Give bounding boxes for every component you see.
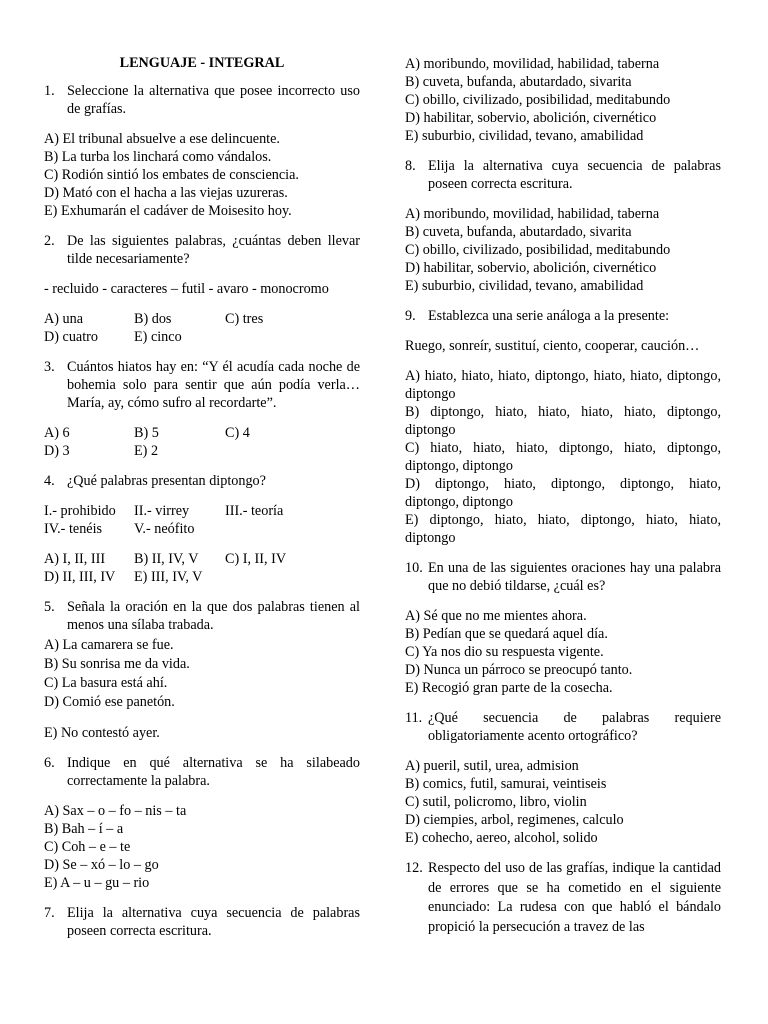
item-1: I.- prohibido <box>44 503 116 519</box>
option-b: B) La turba los linchará como vándalos. <box>44 149 272 165</box>
option-a: A) pueril, sutil, urea, admision <box>405 758 579 774</box>
question-6 <box>44 754 360 790</box>
question-4-items <box>44 502 360 538</box>
question-number: 8. <box>405 158 416 174</box>
option-b: B) II, IV, V <box>134 551 199 567</box>
option-c: C) Coh – e – te <box>44 839 131 855</box>
question-text: De las siguientes palabras, ¿cuántas deben llevar tilde necesariamente? <box>67 233 360 267</box>
option-a: A) moribundo, movilidad, habilidad, taberna <box>405 206 660 222</box>
question-7-options <box>405 55 721 145</box>
question-number: 10. <box>405 560 423 576</box>
question-9 <box>405 307 721 325</box>
option-b: B) Bah – í – a <box>44 821 124 837</box>
question-number: 11. <box>405 710 423 726</box>
question-2 <box>44 232 360 268</box>
question-number: 4. <box>44 473 55 489</box>
question-text: Seleccione la alternativa que posee incorrecto uso de grafías. <box>67 83 360 117</box>
right-column <box>405 55 721 949</box>
question-7 <box>44 904 360 940</box>
question-number: 2. <box>44 233 55 249</box>
option-b: B) comics, futil, samurai, veintiseis <box>405 776 607 792</box>
question-9-options <box>405 367 721 547</box>
option-e: E) III, IV, V <box>134 569 203 585</box>
question-text: En una de las siguientes oraciones hay una palabra que no debió tildarse, ¿cuál es? <box>428 560 721 594</box>
left-column <box>44 54 360 952</box>
option-c: C) I, II, IV <box>225 551 287 567</box>
item-2: II.- virrey <box>134 503 190 519</box>
question-number: 6. <box>44 755 55 771</box>
option-e: E) Recogió gran parte de la cosecha. <box>405 680 613 696</box>
item-3: III.- teoría <box>225 503 284 519</box>
option-c: C) 4 <box>225 425 250 441</box>
option-e: E) No contestó ayer. <box>44 725 160 741</box>
question-11-options <box>405 757 721 847</box>
question-4-options <box>44 550 360 586</box>
option-c: C) Ya nos dio su respuesta vigente. <box>405 644 604 660</box>
option-a: A) moribundo, movilidad, habilidad, taberna <box>405 56 660 72</box>
question-1-options <box>44 130 360 220</box>
question-10-options <box>405 607 721 697</box>
option-e: E) cohecho, aereo, alcohol, solido <box>405 830 598 846</box>
question-4 <box>44 472 360 490</box>
question-8 <box>405 157 721 193</box>
word-series: Ruego, sonreír, sustituí, ciento, cooperar, caución… <box>405 338 700 354</box>
option-a: A) una <box>44 311 84 327</box>
option-a: A) Sé que no me mientes ahora. <box>405 608 587 624</box>
option-e: E) suburbio, civilidad, tevano, amabilidad <box>405 128 644 144</box>
option-a: A) El tribunal absuelve a ese delincuente. <box>44 131 280 147</box>
option-c: C) Rodión sintió los embates de consciencia. <box>44 167 299 183</box>
question-number: 5. <box>44 599 55 615</box>
option-d: D) habilitar, sobervio, abolición, civernético <box>405 110 657 126</box>
option-e: E) cinco <box>134 329 182 345</box>
question-6-options <box>44 802 360 892</box>
option-a: A) Sax – o – fo – nis – ta <box>44 803 187 819</box>
option-e: E) diptongo, hiato, hiato, diptongo, hiato, hiato, diptongo <box>405 512 721 546</box>
question-text: ¿Qué palabras presentan diptongo? <box>67 473 266 489</box>
option-b: B) Su sonrisa me da vida. <box>44 656 190 672</box>
option-b: B) Pedían que se quedará aquel día. <box>405 626 608 642</box>
question-3-options <box>44 424 360 460</box>
option-a: A) 6 <box>44 425 70 441</box>
question-12 <box>405 859 721 937</box>
question-2-options <box>44 310 360 346</box>
item-4: IV.- tenéis <box>44 521 103 537</box>
question-number: 3. <box>44 359 55 375</box>
question-number: 9. <box>405 308 416 324</box>
question-number: 7. <box>44 905 55 921</box>
question-5-options <box>44 636 360 712</box>
option-d: D) habilitar, sobervio, abolición, civernético <box>405 260 657 276</box>
option-e: E) Exhumarán el cadáver de Moisesito hoy. <box>44 203 292 219</box>
option-c: C) hiato, hiato, hiato, diptongo, hiato, diptongo, diptongo, diptongo <box>405 440 721 474</box>
question-10 <box>405 559 721 595</box>
option-c: C) La basura está ahí. <box>44 675 168 691</box>
option-c: C) obillo, civilizado, posibilidad, meditabundo <box>405 92 671 108</box>
option-c: C) tres <box>225 311 264 327</box>
option-c: C) sutil, policromo, libro, violin <box>405 794 587 810</box>
question-1 <box>44 82 360 118</box>
option-d: D) Comió ese panetón. <box>44 694 175 710</box>
question-text: Respecto del uso de las grafías, indique la cantidad de errores que se ha cometido en el siguiente enunciado: La rudesa con que habló el bándalo propició la persecución a travez de las <box>428 860 721 935</box>
question-11 <box>405 709 721 745</box>
option-e: E) suburbio, civilidad, tevano, amabilidad <box>405 278 644 294</box>
option-b: B) 5 <box>134 425 159 441</box>
option-a: A) I, II, III <box>44 551 106 567</box>
option-b: B) cuveta, bufanda, abutardado, sivarita <box>405 74 632 90</box>
question-text: Elija la alternativa cuya secuencia de palabras poseen correcta escritura. <box>428 158 721 192</box>
question-text: Señala la oración en la que dos palabras tienen al menos una sílaba trabada. <box>67 599 360 633</box>
question-text: Cuántos hiatos hay en: “Y él acudía cada noche de bohemia solo para sentir que aún podía verla… María, ay, cómo sufro al recordarte”. <box>67 359 360 411</box>
question-number: 1. <box>44 83 55 99</box>
option-d: D) II, III, IV <box>44 569 116 585</box>
item-5: V.- neófito <box>134 521 195 537</box>
option-d: D) diptongo, hiato, diptongo, diptongo, hiato, diptongo, diptongo <box>405 476 721 510</box>
option-d: D) cuatro <box>44 329 98 345</box>
option-c: C) obillo, civilizado, posibilidad, meditabundo <box>405 242 671 258</box>
option-b: B) dos <box>134 311 172 327</box>
question-text: ¿Qué secuencia de palabras requiere obligatoriamente acento ortográfico? <box>428 710 721 744</box>
page-title: LENGUAJE - INTEGRAL <box>119 55 285 71</box>
option-e: E) A – u – gu – rio <box>44 875 150 891</box>
option-a: A) hiato, hiato, hiato, diptongo, hiato, hiato, diptongo, diptongo <box>405 368 721 402</box>
option-d: D) Mató con el hacha a las viejas uzureras. <box>44 185 288 201</box>
question-8-options <box>405 205 721 295</box>
option-d: D) Nunca un párroco se preocupó tanto. <box>405 662 633 678</box>
option-d: D) 3 <box>44 443 70 459</box>
question-text: Establezca una serie análoga a la presente: <box>428 308 670 324</box>
option-b: B) diptongo, hiato, hiato, hiato, hiato, diptongo, diptongo <box>405 404 721 438</box>
question-5 <box>44 598 360 634</box>
option-b: B) cuveta, bufanda, abutardado, sivarita <box>405 224 632 240</box>
option-e: E) 2 <box>134 443 159 459</box>
word-list: - recluido - caracteres – futil - avaro - monocromo <box>44 281 329 297</box>
question-text: Indique en qué alternativa se ha silabeado correctamente la palabra. <box>67 755 360 789</box>
option-a: A) La camarera se fue. <box>44 637 174 653</box>
option-d: D) ciempies, arbol, regimenes, calculo <box>405 812 624 828</box>
question-text: Elija la alternativa cuya secuencia de palabras poseen correcta escritura. <box>67 905 360 939</box>
option-d: D) Se – xó – lo – go <box>44 857 159 873</box>
question-number: 12. <box>405 860 423 876</box>
question-3 <box>44 358 360 412</box>
